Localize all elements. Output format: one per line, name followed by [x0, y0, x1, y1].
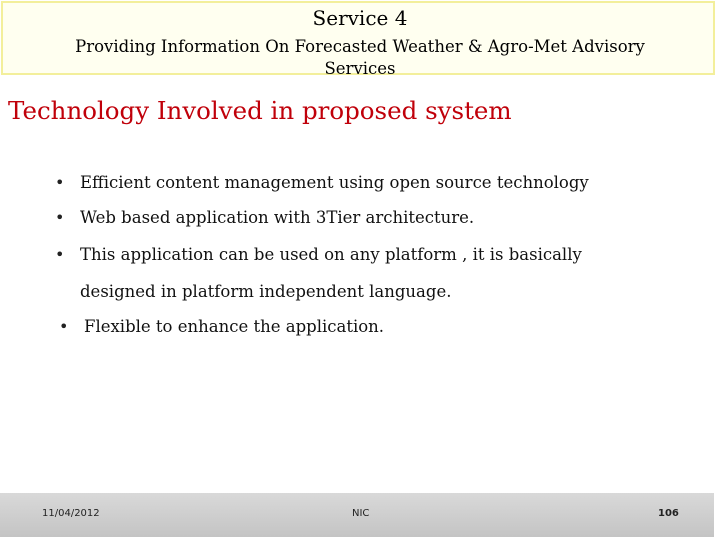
- bullet-marker: •: [55, 245, 65, 264]
- service-title: Service 4: [312, 6, 408, 30]
- footer-org: NIC: [352, 508, 370, 519]
- footer-date: 11/04/2012: [42, 508, 100, 519]
- slide-title: Technology Involved in proposed system: [8, 96, 512, 125]
- service-subtitle-line-1: Providing Information On Forecasted Weather & Agro-Met Advisory: [75, 37, 645, 56]
- bullet-text-flexible: Flexible to enhance the application.: [84, 317, 385, 336]
- page-number: 106: [658, 508, 679, 519]
- bullet-text-platform-line-2: designed in platform independent language.: [80, 282, 452, 301]
- bullet-text-platform-line-1: This application can be used on any platform , it is basically: [80, 245, 582, 264]
- bullet-text-efficient: Efficient content management using open source technology: [80, 173, 589, 192]
- service-subtitle-line-2: Services: [324, 59, 396, 78]
- bullet-marker: •: [55, 208, 65, 227]
- footer-bar: [0, 493, 714, 537]
- bullet-marker: •: [55, 173, 65, 192]
- bullet-marker: •: [59, 317, 69, 336]
- bullet-text-web: Web based application with 3Tier architecture.: [80, 208, 475, 227]
- service-subtitle: [0, 36, 720, 80]
